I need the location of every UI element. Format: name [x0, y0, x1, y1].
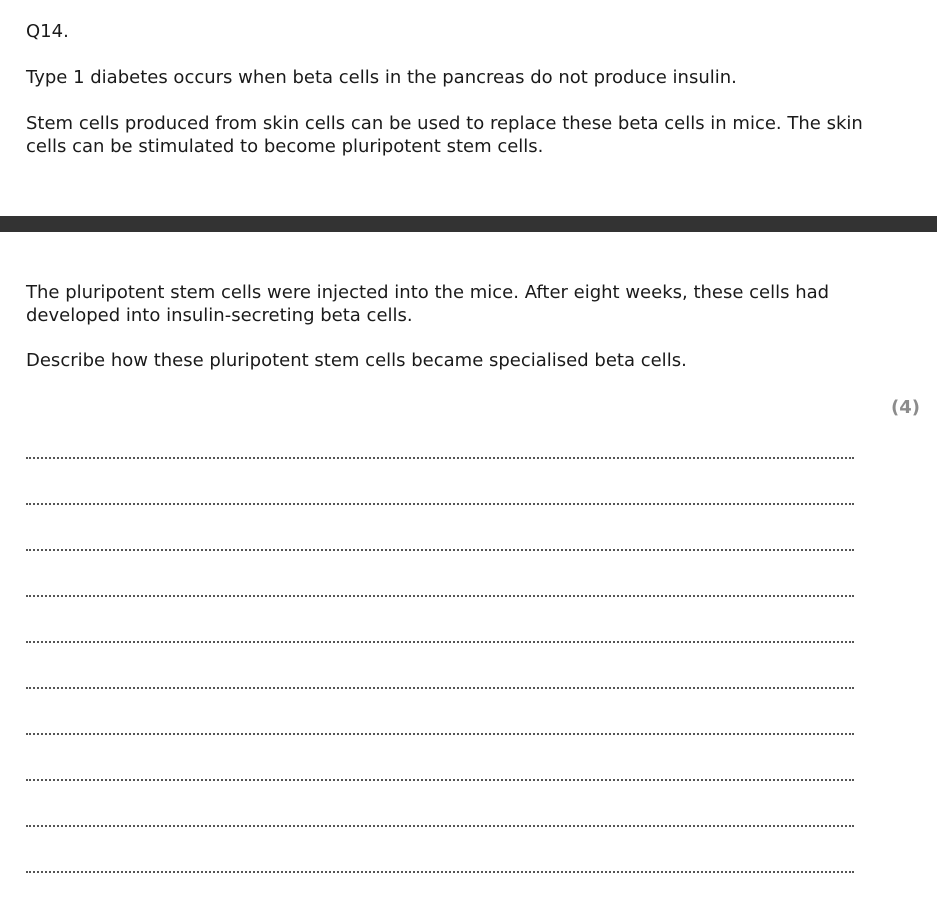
answer-line[interactable]: [26, 597, 854, 643]
answer-line[interactable]: [26, 459, 854, 505]
context-paragraph: The pluripotent stem cells were injected into the mice. After eight weeks, these cells had developed into insulin-secreting beta cells.: [26, 282, 830, 326]
intro-paragraph-2: Stem cells produced from skin cells can be used to replace these beta cells in mice. The skin cells can be stimulated to become pluripotent stem cells.: [26, 113, 863, 157]
answer-line[interactable]: [26, 505, 854, 551]
answer-line[interactable]: [26, 440, 854, 459]
marks-label: (4): [891, 397, 920, 418]
question-prompt: Describe how these pluripotent stem cells became specialised beta cells.: [26, 350, 687, 371]
answer-line[interactable]: [26, 827, 854, 873]
answer-line[interactable]: [26, 551, 854, 597]
intro-paragraph-1: Type 1 diabetes occurs when beta cells in the pancreas do not produce insulin.: [26, 67, 737, 88]
answer-line[interactable]: [26, 689, 854, 735]
answer-line[interactable]: [26, 781, 854, 827]
answer-line[interactable]: [26, 735, 854, 781]
section-divider: [0, 216, 937, 232]
answer-area[interactable]: [26, 440, 854, 873]
answer-line[interactable]: [26, 643, 854, 689]
question-number: Q14.: [26, 21, 69, 42]
